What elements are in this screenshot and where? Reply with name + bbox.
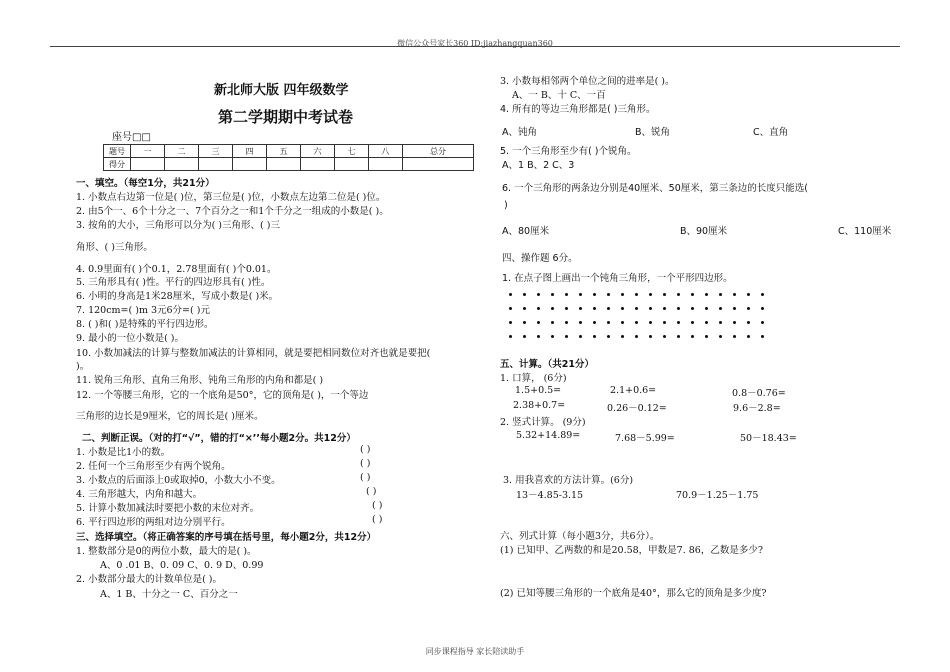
dot: [686, 302, 700, 316]
score-table-row: [104, 158, 474, 171]
vertical-problem: 5.32+14.89=: [516, 430, 581, 441]
score-cell: 五: [267, 145, 301, 158]
score-cell: [403, 158, 474, 171]
fill-question: )。: [76, 361, 90, 372]
dot: [532, 330, 546, 344]
dot: [686, 316, 700, 330]
choice-option: A、钝角: [502, 127, 537, 138]
dot: [658, 288, 672, 302]
dot: [630, 288, 644, 302]
dot: [602, 288, 616, 302]
choice-options: A、0 .01 B、0. 09 C、0. 9 D、0.99: [100, 560, 264, 571]
dot: [504, 302, 518, 316]
judge-question: 3. 小数点的后面添上0或取掉0，小数大小不变。: [76, 475, 281, 486]
score-cell: 题号: [104, 145, 131, 158]
dot: [714, 330, 728, 344]
dot: [658, 316, 672, 330]
dot: [644, 288, 658, 302]
section-6-title: 六、列式计算（每小题3分，共6分）。: [500, 531, 660, 542]
dot: [756, 330, 770, 344]
dot: [504, 316, 518, 330]
dot: [588, 316, 602, 330]
oral-problem: 1.5+0.5=: [515, 385, 562, 396]
dot: [518, 330, 532, 344]
judge-question: 2. 任何一个三角形至少有两个锐角。: [76, 461, 231, 472]
dot: [644, 330, 658, 344]
score-cell: 六: [301, 145, 335, 158]
dot: [714, 302, 728, 316]
score-cell: [233, 158, 267, 171]
oral-problem: 2.38+0.7=: [513, 400, 566, 411]
calc-subtitle: 2. 竖式计算。 (9分): [500, 417, 586, 428]
dot: [742, 330, 756, 344]
dot: [644, 302, 658, 316]
dot-row: [504, 316, 770, 330]
dot: [546, 316, 560, 330]
dot: [546, 288, 560, 302]
dot: [574, 302, 588, 316]
seat-number: 座号□□: [112, 132, 151, 143]
dot: [672, 316, 686, 330]
dot: [602, 302, 616, 316]
dot: [588, 288, 602, 302]
choice-options: A、一 B、十 C、一百: [512, 90, 606, 101]
answer-blank[interactable]: ( ): [366, 486, 377, 497]
dot: [742, 302, 756, 316]
dot: [700, 288, 714, 302]
score-cell: 三: [199, 145, 233, 158]
oral-problem: 0.8－0.76=: [732, 388, 786, 399]
page-footer: 同步课程指导 家长陪读助手: [425, 647, 525, 656]
exam-title-line2: 第二学期期中考试卷: [218, 108, 354, 126]
dot: [518, 302, 532, 316]
fill-question: 2. 由5个一、6个十分之一、7个百分之一和1个千分之一组成的小数是( )。: [76, 206, 389, 217]
dot: [560, 316, 574, 330]
section-3-title: 三、选择填空。（将正确答案的序号填在括号里，每小题2分，共12分）: [76, 532, 377, 543]
dot: [616, 330, 630, 344]
score-cell: 得分: [104, 158, 131, 171]
word-problem: (1) 已知甲、乙两数的和是20.58，甲数是7. 86，乙数是多少?: [500, 545, 763, 556]
choice-option: A、80厘米: [502, 226, 550, 237]
fill-question: 7. 120cm=( )m 3元6分=( )元: [76, 305, 210, 316]
score-cell: 一: [131, 145, 165, 158]
fill-question: 4. 0.9里面有( )个0.1，2.78里面有( )个0.01。: [76, 264, 277, 275]
score-cell: [267, 158, 301, 171]
dot: [616, 302, 630, 316]
choice-option: B、90厘米: [680, 226, 728, 237]
score-cell: [131, 158, 165, 171]
choice-question-close: ): [504, 200, 508, 211]
dot: [588, 330, 602, 344]
dot: [560, 330, 574, 344]
dot: [672, 288, 686, 302]
dot: [532, 302, 546, 316]
dot: [700, 330, 714, 344]
section-5-title: 五、计算。（共21分）: [500, 359, 594, 370]
dot: [602, 316, 616, 330]
choice-option: B、锐角: [635, 127, 671, 138]
choice-question: 6. 一个三角形的两条边分别是40厘米、50厘米，第三条边的长度只能选(: [502, 183, 808, 194]
dot: [728, 316, 742, 330]
dot: [574, 288, 588, 302]
dot: [686, 330, 700, 344]
choice-options: A、1 B、2 C、3: [502, 160, 575, 171]
dot: [756, 288, 770, 302]
fill-question: 8. ( )和( )是特殊的平行四边形。: [76, 319, 214, 330]
dot: [658, 330, 672, 344]
oral-problem: 9.6－2.8=: [733, 403, 781, 414]
choice-option: C、直角: [753, 127, 789, 138]
dot: [546, 330, 560, 344]
section-4-title: 四、操作题 6分。: [502, 253, 578, 264]
dot: [616, 288, 630, 302]
page-header: 微信公众号家长360 ID:jiazhangquan360: [397, 39, 553, 48]
fill-question: 角形、( )三角形。: [76, 242, 153, 253]
judge-question: 5. 计算小数加减法时要把小数的末位对齐。: [76, 503, 260, 514]
score-cell: 二: [165, 145, 199, 158]
dot: [560, 288, 574, 302]
dot: [518, 316, 532, 330]
fill-question: 5. 三角形具有( )性。平行的四边形具有( )性。: [76, 277, 271, 288]
judge-question: 1. 小数是比1小的数。: [76, 447, 171, 458]
dot: [672, 302, 686, 316]
dot: [658, 302, 672, 316]
fill-question: 11. 锐角三角形、直角三角形、钝角三角形的内角和都是( ): [76, 375, 324, 386]
dot: [574, 316, 588, 330]
answer-blank[interactable]: ( ): [360, 444, 371, 455]
fill-question: 12. 一个等腰三角形，它的一个底角是50°，它的顶角是( )，一个等边: [76, 390, 369, 401]
fill-question: 9. 最小的一位小数是( )。: [76, 333, 185, 344]
dot: [630, 330, 644, 344]
dot: [714, 316, 728, 330]
answer-blank[interactable]: ( ): [372, 500, 383, 511]
dot: [532, 288, 546, 302]
choice-options: A、1 B、十分之一 C、百分之一: [100, 589, 238, 600]
dot: [700, 316, 714, 330]
dot: [728, 330, 742, 344]
easy-problem: 70.9－1.25－1.75: [676, 490, 759, 501]
dot: [532, 316, 546, 330]
vertical-problem: 7.68－5.99=: [615, 433, 675, 444]
dot: [686, 288, 700, 302]
dot: [504, 288, 518, 302]
fill-question: 6. 小明的身高是1米28厘米，写成小数是( )米。: [76, 291, 279, 302]
vertical-problem: 50－18.43=: [740, 433, 797, 444]
score-cell: [369, 158, 403, 171]
dot: [574, 330, 588, 344]
judge-question: 6. 平行四边形的两组对边分别平行。: [76, 517, 231, 528]
score-cell: [199, 158, 233, 171]
calc-subtitle: 3. 用我喜欢的方法计算。(6分): [503, 475, 634, 486]
answer-blank[interactable]: ( ): [372, 514, 383, 525]
word-problem: (2) 已知等腰三角形的一个底角是40°，那么它的顶角是多少度?: [500, 588, 767, 599]
dot: [728, 288, 742, 302]
dot: [602, 330, 616, 344]
dot: [756, 302, 770, 316]
dot: [630, 302, 644, 316]
dot: [742, 316, 756, 330]
answer-blank[interactable]: ( ): [360, 458, 371, 469]
fill-question: 1. 小数点右边第一位是( )位，第三位是( )位，小数点左边第二位是( )位。: [76, 192, 386, 203]
score-cell: [165, 158, 199, 171]
score-cell: 八: [369, 145, 403, 158]
fill-question: 10. 小数加减法的计算与整数加减法的计算相同，就是要把相同数位对齐也就是要把(: [76, 348, 431, 359]
dot: [504, 330, 518, 344]
score-cell: 七: [335, 145, 369, 158]
dot: [546, 302, 560, 316]
dot-row: [504, 302, 770, 316]
dot: [644, 316, 658, 330]
choice-question: 2. 小数部分最大的计数单位是( )。: [76, 574, 223, 585]
dot: [616, 316, 630, 330]
dot: [518, 288, 532, 302]
dot: [560, 302, 574, 316]
judge-question: 4. 三角形越大，内角和越大。: [76, 489, 203, 500]
answer-blank[interactable]: ( ): [360, 472, 371, 483]
score-table-row: [104, 145, 474, 158]
choice-question: 1. 整数部分是0的两位小数，最大的是( )。: [76, 546, 257, 557]
choice-question: 4. 所有的等边三角形都是( )三角形。: [500, 104, 656, 115]
dot: [728, 302, 742, 316]
dot: [588, 302, 602, 316]
fill-question: 三角形的边长是9厘米，它的周长是( )厘米。: [76, 411, 264, 422]
dot-grid[interactable]: [504, 288, 770, 344]
oral-problem: 0.26－0.12=: [607, 403, 667, 414]
dot-row: [504, 288, 770, 302]
easy-problem: 13－4.85-3.15: [516, 490, 584, 501]
score-cell: 四: [233, 145, 267, 158]
exam-title-line1: 新北师大版 四年级数学: [214, 83, 349, 98]
dot: [672, 330, 686, 344]
fill-question: 3. 按角的大小，三角形可以分为( )三角形、( )三: [76, 220, 280, 231]
header-rule: [50, 46, 900, 47]
score-cell: [335, 158, 369, 171]
dot: [742, 288, 756, 302]
dot: [630, 316, 644, 330]
dot-row: [504, 330, 770, 344]
operation-question: 1. 在点子图上画出一个钝角三角形，一个平形四边形。: [502, 273, 733, 284]
dot: [756, 316, 770, 330]
score-table: [103, 144, 474, 171]
dot: [714, 288, 728, 302]
choice-question: 3. 小数每相邻两个单位之间的进率是( )。: [500, 76, 675, 87]
calc-subtitle: 1. 口算， (6分): [500, 373, 567, 384]
choice-question: 5. 一个三角形至少有( )个锐角。: [500, 146, 637, 157]
oral-problem: 2.1+0.6=: [610, 385, 657, 396]
dot: [700, 302, 714, 316]
section-2-title: 二、判断正误。（对的打“√”，错的打“×’’每小题2分。共12分）: [82, 433, 356, 444]
score-cell: 总分: [403, 145, 474, 158]
choice-option: C、110厘米: [838, 226, 892, 237]
section-1-title: 一、填空。（每空1分，共21分）: [76, 178, 215, 189]
score-cell: [301, 158, 335, 171]
